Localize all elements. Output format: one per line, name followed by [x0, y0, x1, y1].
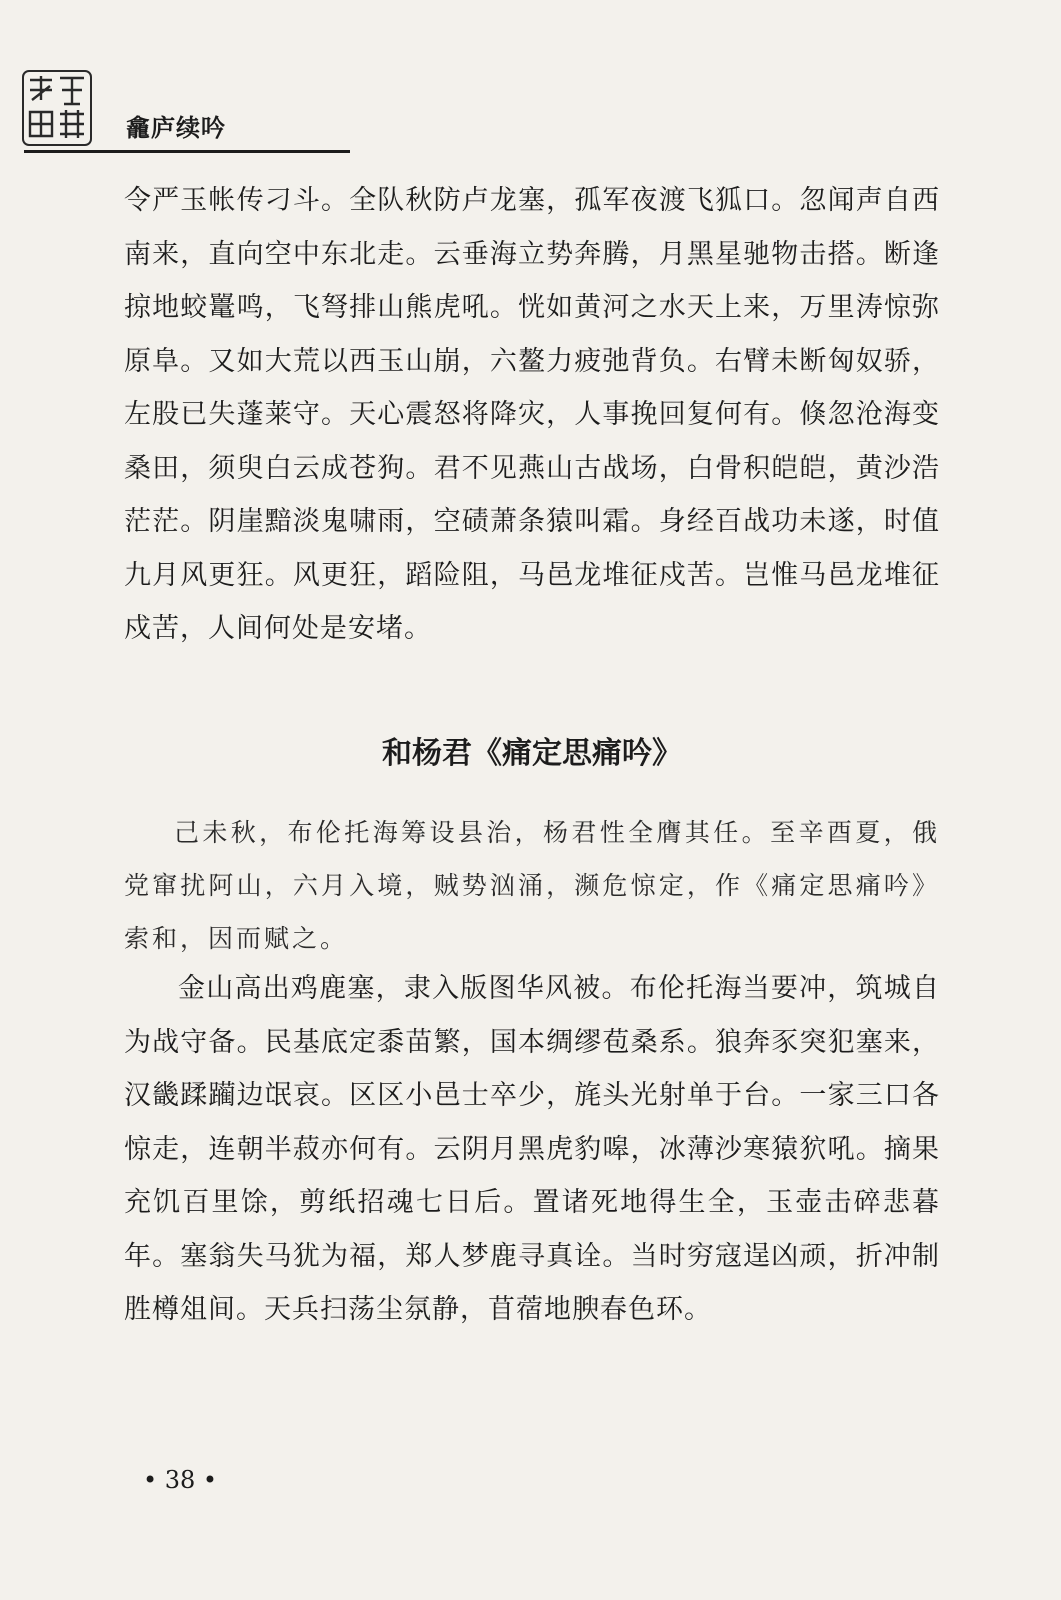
section-preface: 己未秋，布伦托海筹设县治，杨君性全膺其任。至辛酉夏，俄党窜扰阿山，六月入境，贼势汹涌，濒危惊定，作《痛定思痛吟》索和，因而赋之。	[124, 818, 940, 953]
running-header-title: 龕庐续吟	[126, 114, 226, 142]
header-divider	[24, 150, 350, 153]
section-poem-text: 金山高出鸡鹿塞，隶入版图华风被。布伦托海当要冲，筑城自为战守备。民基底定黍苗繁，国本绸缪苞桑系。狼奔豕突犯塞来，汉畿蹂躏边氓哀。区区小邑士卒少，旄头光射单于台。一家三口各惊走，连朝半菽亦何有。云阴月黑虎豹嗥，冰薄沙寒猿狖吼。摘果充饥百里馀，剪纸招魂七日后。置诸死地得生全，玉壶击碎悲暮年。塞翁失马犹为福，郑人梦鹿寻真诠。当时穷寇逞凶顽，折冲制胜樽俎间。天兵扫荡尘氛静，苜蓿地腴春色环。	[124, 973, 940, 1325]
page-number: • 38 •	[142, 1466, 218, 1494]
poem-continuation-text: 令严玉帐传刁斗。全队秋防卢龙塞，孤军夜渡飞狐口。忽闻声自西南来，直向空中东北走。云垂海立势奔腾，月黑星驰物击搭。断逢掠地蛟鼍鸣，飞弩排山熊虎吼。恍如黄河之水天上来，万里涛惊弥原阜。又如大荒以西玉山崩，六鳌力疲弛背负。右臂未断匈奴骄，左股已失蓬莱守。天心震怒将降灾，人事挽回复何有。倏忽沧海变桑田，须臾白云成苍狗。君不见燕山古战场，白骨积皑皑，黄沙浩茫茫。阴崖黯淡鬼啸雨，空碛萧条猿叫霜。身经百战功未遂，时值九月风更狂。风更狂，蹈险阻，马邑龙堆征戍苦。岂惟马邑龙堆征戍苦，人间何处是安堵。	[124, 185, 940, 644]
section-title: 和杨君《痛定思痛吟》	[382, 736, 682, 771]
seal-logo-icon	[22, 70, 92, 146]
